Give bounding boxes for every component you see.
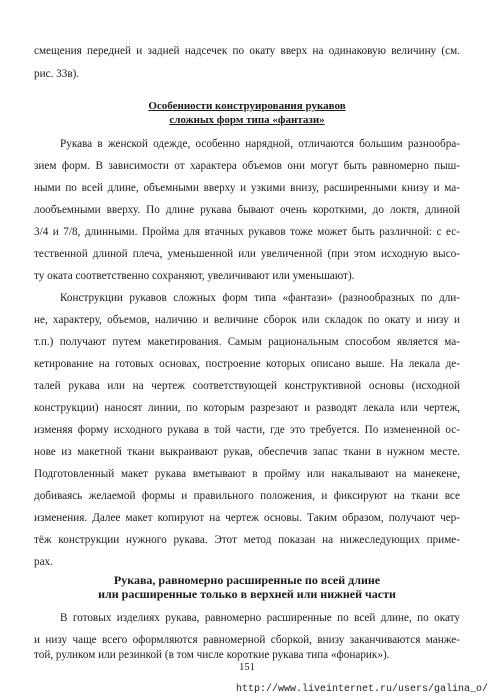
- section-heading-line: или расширенные только в верхней или нижней части: [98, 587, 396, 601]
- text-line: Подготовленный макет рукава вметывают в пройму или накалывают на манекене,: [34, 468, 460, 480]
- text-line: 3/4 и 7/8, длинными. Пройма для втачных рукавов тоже может быть различной: с ес-: [34, 226, 460, 238]
- text-line: нове из макетной ткани выкраивают рукав, обеспечив запас ткани в нужном месте.: [34, 446, 460, 458]
- text-line: т.п.) получают путем макетирования. Самым рациональным способом является ма-: [34, 336, 460, 348]
- text-line: добиваясь желаемой формы и правильного положения, и фиксируют на ткани все: [34, 490, 460, 502]
- text-line: изменения. Далее макет копируют на чертеж основы. Таким образом, получают чер-: [34, 512, 460, 524]
- text-line: рах.: [34, 556, 53, 568]
- text-line: В готовых изделиях рукава, равномерно расширенные по всей длине, по окату: [60, 612, 460, 624]
- text-line: конструкции) наносят линии, по которым разрезают и разводят лекала или чертеж,: [34, 402, 460, 414]
- text-line: тественной длиной плеча, уменьшенной или увеличенной (при этом исходную высо-: [34, 248, 460, 260]
- watermark-url: http://www.liveinternet.ru/users/galina_o/: [235, 684, 488, 695]
- text-line: ными по всей длине, объемными вверху и узкими внизу, расширенными книзу и ма-: [34, 182, 460, 194]
- text-line: кетирование на готовых основах, построение которых описано выше. На лекала де-: [34, 358, 460, 370]
- text-line: ту оката соответственно сохраняют, увеличивают или уменьшают).: [34, 270, 355, 282]
- text-line: изменяя форму исходного рукава в той части, где это требуется. По измененной ос-: [34, 424, 460, 436]
- text-line: зием форм. В зависимости от характера объемов они могут быть равномерно пыш-: [34, 160, 460, 172]
- section-heading-line: Рукава, равномерно расширенные по всей длине: [113, 573, 381, 587]
- text-line: тёж конструкции нужного рукава. Этот метод показан на нижеследующих приме-: [34, 534, 460, 546]
- text-line: талей рукава или на чертеж соответствующей конструктивной основы (исходной: [34, 380, 460, 392]
- text-line: Рукава в женской одежде, особенно нарядной, отличаются большим разнообра-: [60, 138, 460, 150]
- text-line: лообъемными вверху. По длине рукава бывают очень короткими, до локтя, длиной: [34, 204, 460, 216]
- page-number: 151: [239, 662, 255, 673]
- text-line: не, характеру, объемов, наличию и величине сборок или складок по окату и низу и: [34, 314, 460, 326]
- section-heading-line: Особенности конструирования рукавов: [148, 100, 346, 112]
- text-line: и низу чаще всего оформляются равномерной сборкой, внизу заканчиваются манже-: [34, 634, 460, 646]
- text-line: Конструкции рукавов сложных форм типа «фантази» (разнообразных по дли-: [60, 292, 460, 304]
- text-line: той, руликом или резинкой (в том числе короткие рукава типа «фонарик»).: [34, 649, 390, 661]
- text-line: рис. 33в).: [34, 68, 80, 80]
- text-line: смещения передней и задней надсечек по окату вверх на одинаковую величину (см.: [34, 45, 460, 57]
- section-heading-line: сложных форм типа «фантази»: [169, 114, 325, 126]
